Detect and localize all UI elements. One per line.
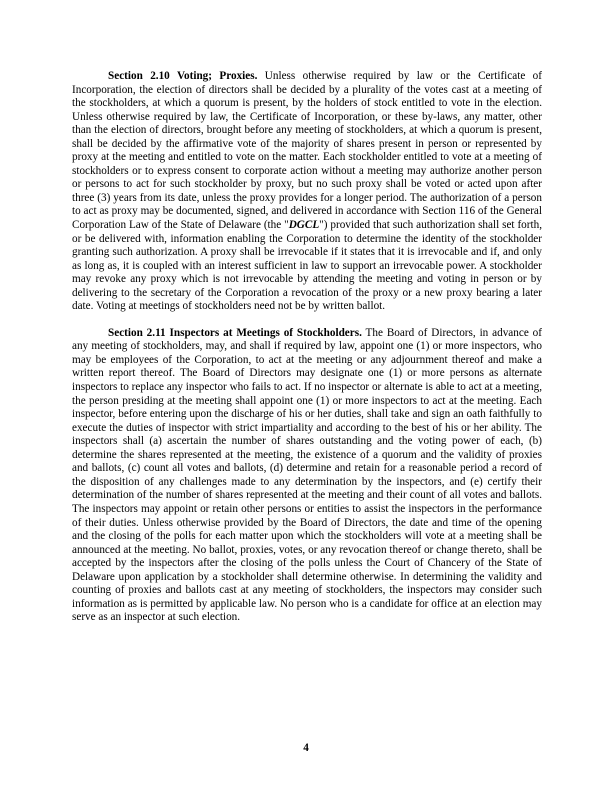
section-2-10-body-part-1: Unless otherwise required by law or the Certificate of Incorporation, the election of directors shall be decided by a plurality of the votes cast at a meeting of the stockholders, at which a quorum is present, by the holders of stock entitled to vote in the election. Unless otherwise required by law, the Certificate of Incorporation, or these by-laws, any matter, other than the election of directors, brought before any meeting of stockholders, at which a quorum is present, shall be decided by the affirmative vote of the majority of shares present in person or represented by proxy at the meeting and entitled to vote on the matter. Each stockholder entitled to vote at a meeting of stockholders or to express consent to corporate action without a meeting may authorize another person or persons to act for such stockholder by proxy, but no such proxy shall be voted or acted upon after three (3) years from its date, unless the proxy provides for a longer period. The authorization of a person to act as proxy may be documented, signed, and delivered in accordance with Section 116 of the General Corporation Law of the State of Delaware (the " — [72, 70, 542, 232]
section-2-11-paragraph — [72, 327, 542, 625]
section-2-11-heading: Section 2.11 Inspectors at Meetings of Stockholders. — [108, 326, 362, 339]
section-2-10-paragraph — [72, 70, 542, 314]
dgcl-defined-term: DGCL — [288, 219, 320, 232]
section-2-10-heading: Section 2.10 Voting; Proxies. — [108, 70, 258, 82]
page-number: 4 — [303, 742, 309, 754]
section-2-11-body: The Board of Directors, in advance of any meeting of stockholders, may, and shall if required by law, appoint one (1) or more inspectors, who may be employees of the Corporation, to act at the meeting or any adjournment thereof and make a written report thereof. The Board of Directors may designate one (1) or more persons as alternate inspectors to replace any inspector who fails to act. If no inspector or alternate is able to act at a meeting, the person presiding at the meeting shall appoint one (1) or more inspectors to act at the meeting. Each inspector, before entering upon the discharge of his or her duties, shall take and sign an oath faithfully to execute the duties of inspector with strict impartiality and according to the best of his or her ability. The inspectors shall (a) ascertain the number of shares outstanding and the voting power of each, (b) determine the shares represented at the meeting, the existence of a quorum and the validity of proxies and ballots, (c) count all votes and ballots, (d) determine and retain for a reasonable period a record of the disposition of any challenges made to any determination by the inspectors, and (e) certify their determination of the number of shares represented at the meeting and their count of all votes and ballots. The inspectors may appoint or retain other persons or entities to assist the inspectors in the performance of their duties. Unless otherwise provided by the Board of Directors, the date and time of the opening and the closing of the polls for each matter upon which the stockholders will vote at a meeting shall be announced at the meeting. No ballot, proxies, votes, or any revocation thereof or change thereto, shall be accepted by the inspectors after the closing of the polls unless the Court of Chancery of the State of Delaware upon application by a stockholder shall determine otherwise. In determining the validity and counting of proxies and ballots cast at any meeting of stockholders, the inspectors may consider such information as is permitted by applicable law. No person who is a candidate for office at an election may serve as an inspector at such election. — [72, 326, 542, 624]
section-2-10-body-part-2: ") provided that such authorization shall set forth, or be delivered with, information enabling the Corporation to determine the identity of the stockholder granting such authorization. A proxy shall be irrevocable if it states that it is irrevocable and if, and only as long as, it is coupled with an interest sufficient in law to support an irrevocable power. A stockholder may revoke any proxy which is not irrevocable by attending the meeting and voting in person or by delivering to the secretary of the Corporation a revocation of the proxy or a new proxy bearing a later date. Voting at meetings of stockholders need not be by written ballot. — [72, 219, 542, 313]
document-page — [72, 70, 542, 625]
